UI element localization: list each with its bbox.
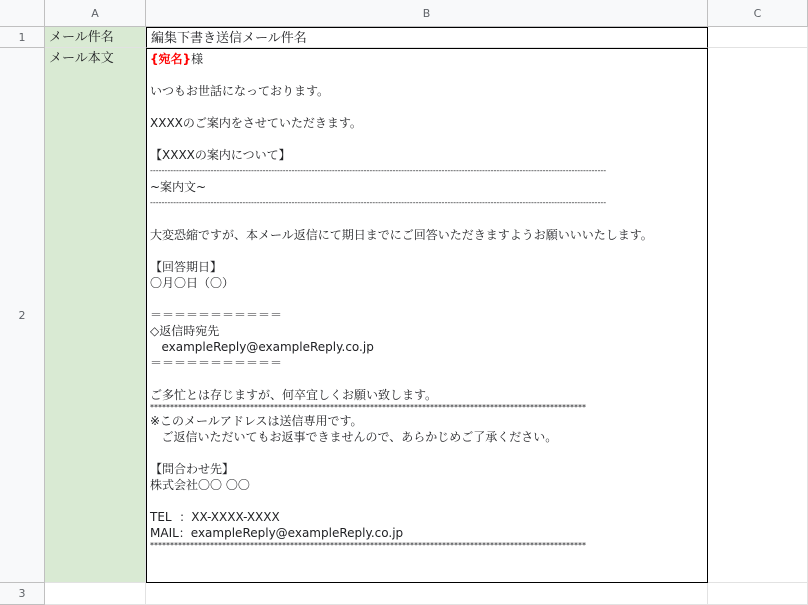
cell-a3[interactable]: [45, 583, 146, 605]
recipient-line: [150, 51, 704, 67]
deadline-heading-line: 【回答期日】: [150, 260, 223, 274]
column-header-b[interactable]: B: [146, 0, 708, 27]
request-line: 大変恐縮ですが、本メール返信にて期日までにご回答いただきますようお願いいいたします。: [150, 228, 653, 242]
column-header-a[interactable]: A: [45, 0, 146, 27]
section-heading-line: 【XXXXの案内について】: [150, 148, 291, 162]
row-header-1[interactable]: 1: [0, 27, 45, 48]
reply-to-address-line: exampleReply@exampleReply.co.jp: [150, 340, 374, 354]
column-header-c[interactable]: C: [708, 0, 808, 27]
equals-divider: ＝＝＝＝＝＝＝＝＝＝＝: [150, 356, 283, 370]
equals-divider: ＝＝＝＝＝＝＝＝＝＝＝: [150, 308, 283, 322]
asterisk-divider: *************************************************************************************************************: [150, 403, 586, 412]
row-header-3[interactable]: 3: [0, 583, 45, 605]
cell-b1[interactable]: 編集下書き送信メール件名: [146, 27, 708, 48]
deadline-date-line: 〇月〇日（〇）: [150, 276, 235, 290]
cell-c3[interactable]: [708, 583, 808, 605]
mail-line: MAIL：exampleReply@exampleReply.co.jp: [150, 526, 404, 540]
cell-a2[interactable]: メール本文: [45, 48, 146, 583]
contact-heading-line: 【問合わせ先】: [150, 462, 235, 476]
recipient-placeholder: {宛名}: [150, 52, 192, 66]
honorific: 様: [191, 52, 204, 66]
reply-to-heading-line: ◇返信時宛先: [150, 324, 220, 338]
intro-line: XXXXのご案内をさせていただきます。: [150, 116, 362, 130]
dash-divider: --------------------------------------------------------------------------------------------------------------------------------------------------------------: [150, 198, 607, 207]
company-line: 株式会社〇〇 〇〇: [150, 478, 250, 492]
greeting-line: いつもお世話になっております。: [150, 84, 330, 98]
asterisk-divider: *************************************************************************************************************: [150, 541, 586, 550]
cell-b2[interactable]: [146, 48, 708, 583]
dash-divider: --------------------------------------------------------------------------------------------------------------------------------------------------------------: [150, 166, 607, 175]
cell-a1[interactable]: メール件名: [45, 27, 146, 48]
notice-detail-line: ご返信いただいてもお返事できませんので、あらかじめご了承ください。: [150, 430, 558, 444]
cell-c1[interactable]: [708, 27, 808, 48]
cell-b3[interactable]: [146, 583, 708, 605]
row-header-2[interactable]: 2: [0, 48, 45, 583]
cell-c2[interactable]: [708, 48, 808, 583]
select-all-corner[interactable]: [0, 0, 45, 27]
body-placeholder-line: ~案内文~: [150, 180, 207, 194]
notice-line: ※このメールアドレスは送信専用です。: [150, 414, 363, 428]
tel-line: TEL ：XX-XXXX-XXXX: [150, 510, 280, 524]
closing-line: ご多忙とは存じますが、何卒宜しくお願い致します。: [150, 388, 438, 402]
